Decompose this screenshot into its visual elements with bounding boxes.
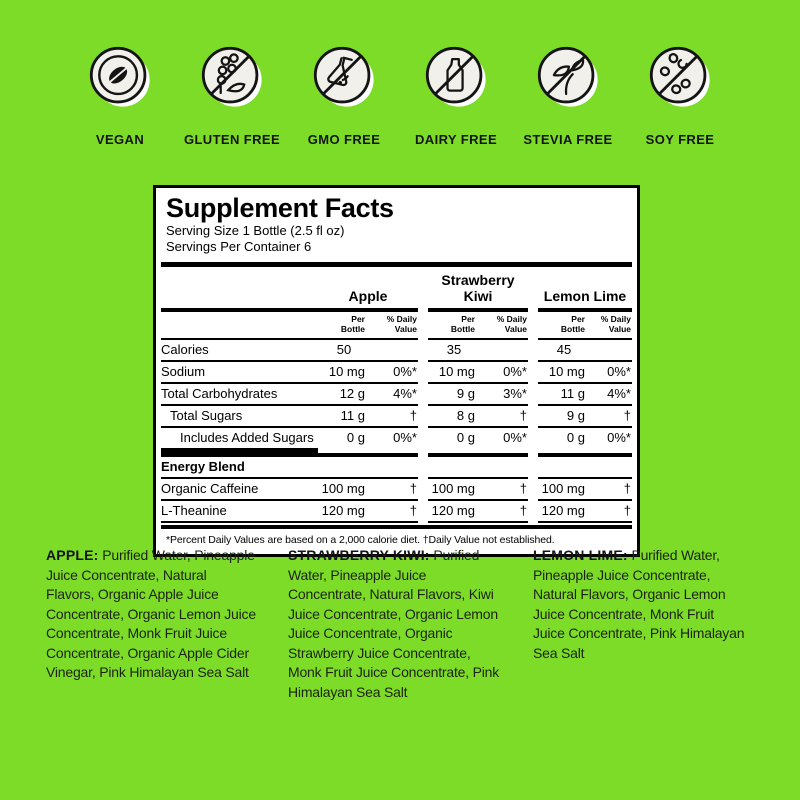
ingredients-apple-text: Purified Water, Pineapple Juice Concentrate, Natural Flavors, Organic Apple Juice Concentrate, Organic Lemon Juice Concentrate, Monk Fruit Juice Concentrate, Organic Apple Cider Vinegar, Pink Himalayan Sea Salt [46,547,256,680]
daily-value: † [370,406,418,428]
nutrient-label: Total Sugars [161,406,318,428]
daily-value: † [370,479,418,501]
per-bottle-header-line: Bottle [340,323,365,334]
per-bottle-value: 11 g [318,406,370,428]
daily-value: † [480,406,528,428]
gluten-free-icon [200,45,264,109]
daily-value [590,472,632,479]
gmo-free-icon [312,45,376,109]
energy-blend-header: Energy Blend [161,457,318,479]
serving-size: Serving Size 1 Bottle (2.5 fl oz) [166,223,345,238]
supplement-facts-header [156,188,637,262]
per-bottle-header [318,312,370,340]
badge-label: VEGAN [95,132,145,147]
per-bottle-header [428,312,480,340]
per-bottle-value: 9 g [428,384,480,406]
column-subheader-row [161,312,632,340]
per-bottle-value: 120 mg [318,501,370,523]
per-bottle-value: 9 g [538,406,590,428]
daily-value [590,355,632,362]
daily-value-header-line: Value [394,323,417,334]
per-bottle-header-line: Bottle [560,323,585,334]
flavor-header-row [161,267,632,312]
daily-value: 0%* [503,430,527,445]
per-bottle-value: 10 mg [318,362,370,384]
badge-stevia-free [523,45,613,147]
ingredients-apple-heading: APPLE: [46,547,99,563]
ingredients-apple [46,546,258,683]
daily-value: 3%* [480,384,528,406]
per-bottle-value [318,472,370,479]
sf-row-sodium [161,362,632,384]
per-bottle-value: 35 [428,340,480,362]
daily-value [370,355,418,362]
per-bottle-header-line: Per [351,314,365,324]
per-bottle-value: 100 mg [318,479,370,501]
per-bottle-value: 0 g [566,430,585,445]
ingredients-lemon-lime-heading: LEMON LIME: [533,547,628,563]
badge-label: SOY FREE [645,132,715,147]
per-bottle-value: 120 mg [428,501,480,523]
daily-value: 0%* [607,430,631,445]
badge-soy-free [645,45,715,147]
nutrient-label: Sodium [161,362,318,384]
sf-row-total-carbohydrates [161,384,632,406]
daily-value-header-line: % Daily [496,314,527,324]
bar-seg [161,448,318,457]
nutrient-label: Total Carbohydrates [161,384,318,406]
energy-blend-header-row [161,457,632,479]
nutrient-label: L-Theanine [161,501,318,523]
badge-gmo-free [307,45,381,147]
daily-value: † [370,501,418,523]
per-bottle-value: 10 mg [428,362,480,384]
diet-badges-row [0,45,800,147]
daily-value: † [590,501,632,523]
daily-value-header [480,312,528,340]
daily-value: 0%* [370,362,418,384]
daily-value-header-line: % Daily [600,314,631,324]
stevia-free-icon [536,45,600,109]
daily-value: † [480,479,528,501]
flavor-name-apple: Apple [318,283,418,312]
sf-row-includes-added-sugars [161,428,632,448]
ingredients-lemon-lime-text: Purified Water, Pineapple Juice Concentrate, Natural Flavors, Organic Lemon Juice Concentrate, Monk Fruit Juice Concentrate, Pink Himalayan Sea Salt [533,547,745,661]
daily-value: † [590,406,632,428]
flavor-name-strawberry-kiwi: Strawberry Kiwi [428,267,528,312]
per-bottle-header-line: Per [461,314,475,324]
bar-seg [318,453,418,457]
badge-label: DAIRY FREE [415,132,498,147]
bar-seg [428,453,528,457]
daily-value: † [590,479,632,501]
ingredients-lemon-lime [533,546,745,663]
per-bottle-value: 10 mg [538,362,590,384]
vegan-icon [88,45,152,109]
daily-value [370,472,418,479]
daily-value-header-line: Value [608,323,631,334]
supplement-facts-title: Supplement Facts [166,193,394,223]
column-gutter [418,453,428,457]
badge-vegan [88,45,152,147]
nutrient-label: Includes Added Sugars [180,430,314,445]
daily-value: 0%* [590,362,632,384]
per-bottle-value: 0 g [346,430,365,445]
badge-dairy-free [415,45,498,147]
daily-value [480,472,528,479]
sf-table [156,262,637,529]
per-bottle-header-line: Per [571,314,585,324]
servings-per-container: Servings Per Container 6 [166,239,312,254]
badge-label: STEVIA FREE [523,132,613,147]
sf-row-total-sugars [161,406,632,428]
badge-gluten-free [183,45,281,147]
daily-value: 4%* [590,384,632,406]
nutrient-label: Calories [161,340,318,362]
per-bottle-value [538,472,590,479]
soy-free-icon [648,45,712,109]
daily-value-header [370,312,418,340]
ingredients-strawberry-kiwi [288,546,500,702]
sf-row-l-theanine [161,501,632,523]
per-bottle-header [538,312,590,340]
column-gutter [528,453,538,457]
supplement-facts-panel [153,185,640,557]
sf-row-organic-caffeine [161,479,632,501]
per-bottle-value: 45 [538,340,590,362]
daily-value [480,355,528,362]
per-bottle-value: 100 mg [428,479,480,501]
flavor-name-lemon-lime: Lemon Lime [538,283,632,312]
per-bottle-value: 120 mg [538,501,590,523]
per-bottle-value: 8 g [428,406,480,428]
daily-value: † [480,501,528,523]
daily-value-header [590,312,632,340]
ingredients-strawberry-kiwi-text: Purified Water, Pineapple Juice Concentrate, Natural Flavors, Kiwi Juice Concentrate, Organic Lemon Juice Concentrate, Organic Strawberry Juice Concentrate, Monk Fruit Juice Concentrate, Pink Himalayan Sea Salt [288,547,500,700]
per-bottle-value: 50 [318,340,370,362]
daily-value: 0%* [393,430,417,445]
nutrient-label: Organic Caffeine [161,479,318,501]
sf-row-calories [161,340,632,362]
daily-value: 4%* [370,384,418,406]
energy-blend-separator [161,448,632,457]
daily-value-header-line: % Daily [386,314,417,324]
badge-label: GMO FREE [307,132,381,147]
per-bottle-value: 0 g [456,430,475,445]
per-bottle-value [428,472,480,479]
badge-label: GLUTEN FREE [183,132,281,147]
subheader-spacer [161,333,318,340]
daily-value-header-line: Value [504,323,527,334]
sf-footnote: *Percent Daily Values are based on a 2,000 calorie diet. †Daily Value not established. [166,534,555,546]
per-bottle-value: 100 mg [538,479,590,501]
per-bottle-value: 11 g [538,384,590,406]
per-bottle-value: 12 g [318,384,370,406]
flavor-header-spacer [161,303,318,312]
per-bottle-header-line: Bottle [450,323,475,334]
daily-value: 0%* [480,362,528,384]
bar-seg [538,453,632,457]
ingredients-strawberry-kiwi-heading: STRAWBERRY KIWI: [288,547,430,563]
dairy-free-icon [424,45,488,109]
